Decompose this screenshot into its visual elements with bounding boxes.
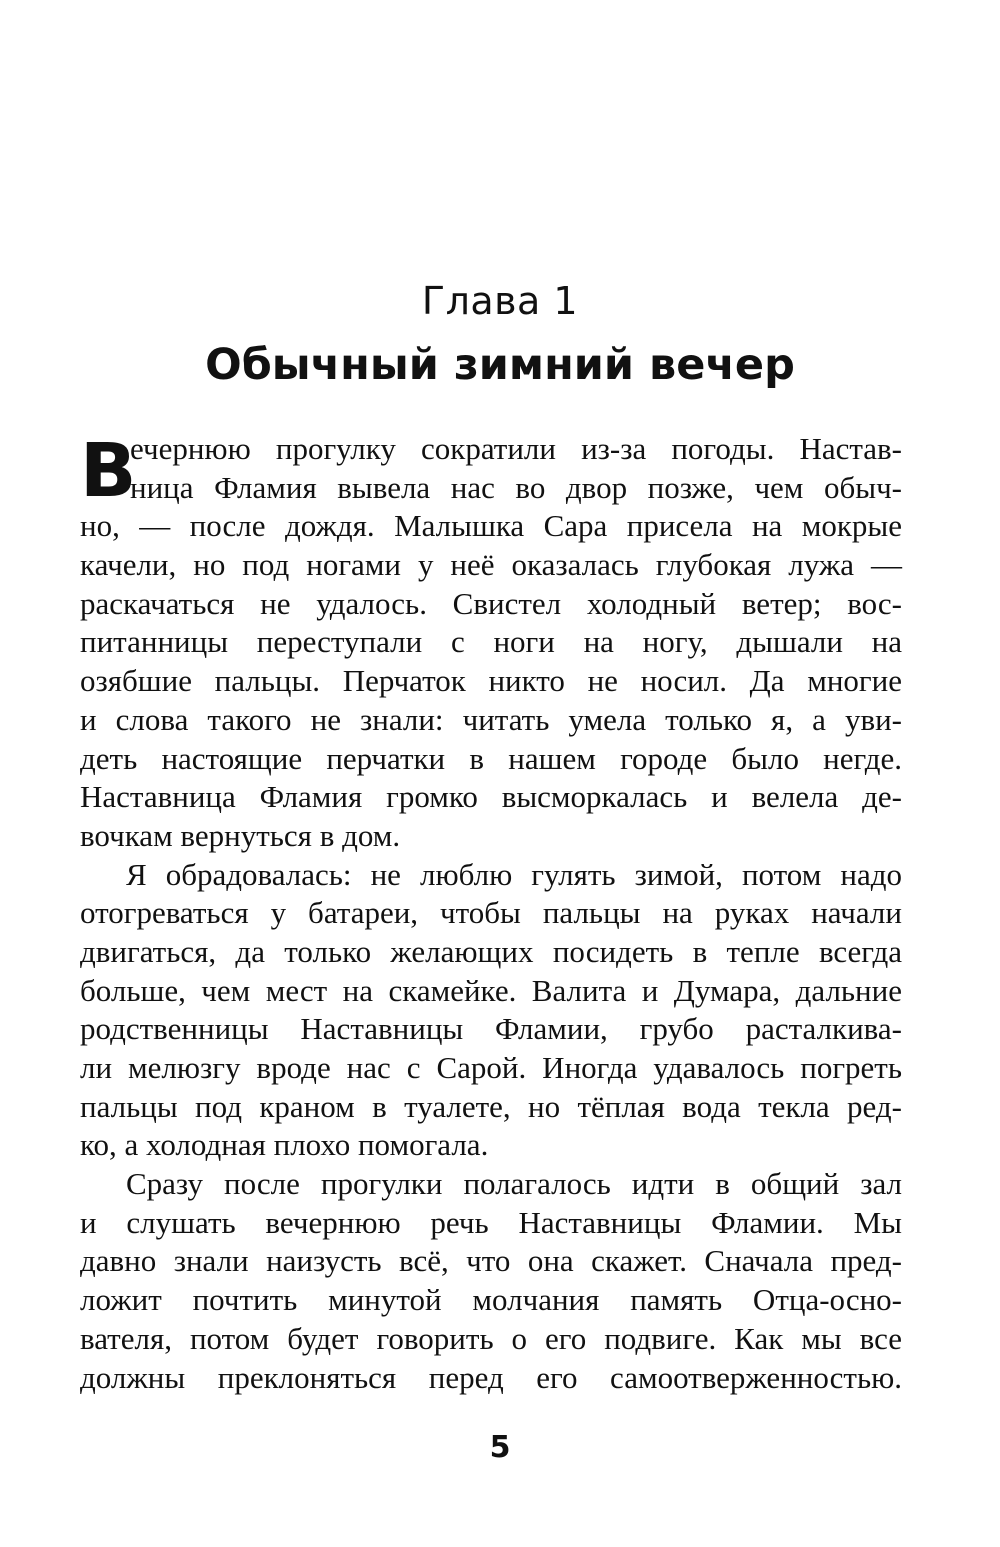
text-line: ложит почтить минутой молчания память Отца-осно- — [80, 1282, 902, 1318]
text-line: ечернюю прогулку сократили из-за погоды. Настав- — [130, 431, 902, 466]
text-line: и слова такого не знали: читать умела только я, а уви- — [80, 701, 902, 737]
body-text — [80, 430, 902, 1397]
text-line: питанницы переступали с ноги на ногу, дышали на — [80, 624, 902, 660]
text-line: ко, а холодная плохо помогала. — [80, 1127, 489, 1163]
text-line: давно знали наизусть всё, что она скажет. Сначала пред- — [80, 1243, 902, 1279]
text-line: отогреваться у батареи, чтобы пальцы на руках начали — [80, 895, 902, 931]
drop-cap: В — [80, 428, 137, 514]
text-line: и слушать вечернюю речь Наставницы Фламии. Мы — [80, 1204, 902, 1240]
text-line: Я обрадовалась: не люблю гулять зимой, потом надо — [126, 856, 902, 892]
text-line: двигаться, да только желающих посидеть в тепле всегда — [80, 933, 902, 969]
text-line: вателя, потом будет говорить о его подвиге. Как мы все — [80, 1320, 902, 1356]
text-line: больше, чем мест на скамейке. Валита и Думара, дальние — [80, 972, 902, 1008]
page-number: 5 — [489, 1430, 511, 1465]
text-line: качели, но под ногами у неё оказалась глубокая лужа — — [80, 547, 902, 583]
text-line: ли мелюзгу вроде нас с Сарой. Иногда удавалось погреть — [80, 1050, 902, 1085]
text-line: должны преклоняться перед его самоотверженностью. — [80, 1359, 902, 1395]
chapter-label: Глава 1 — [421, 279, 579, 323]
text-line: озябшие пальцы. Перчаток никто не носил. Да многие — [80, 663, 902, 699]
text-line: но, — после дождя. Малышка Сара присела на мокрые — [80, 508, 902, 544]
text-line: ница Фламия вывела нас во двор позже, чем обыч- — [130, 469, 902, 505]
text-line: раскачаться не удалось. Свистел холодный ветер; вос- — [80, 585, 902, 621]
chapter-title: Обычный зимний вечер — [205, 340, 795, 390]
text-line: деть настоящие перчатки в нашем городе было негде. — [80, 740, 902, 776]
text-line: вочкам вернуться в дом. — [80, 817, 401, 853]
text-line: родственницы Наставницы Фламии, грубо расталкива- — [80, 1011, 902, 1047]
text-line: Наставница Фламия громко высморкалась и велела де- — [80, 779, 902, 815]
text-line: пальцы под краном в туалете, но тёплая вода текла ред- — [80, 1088, 902, 1124]
text-line: Сразу после прогулки полагалось идти в общий зал — [126, 1166, 902, 1202]
